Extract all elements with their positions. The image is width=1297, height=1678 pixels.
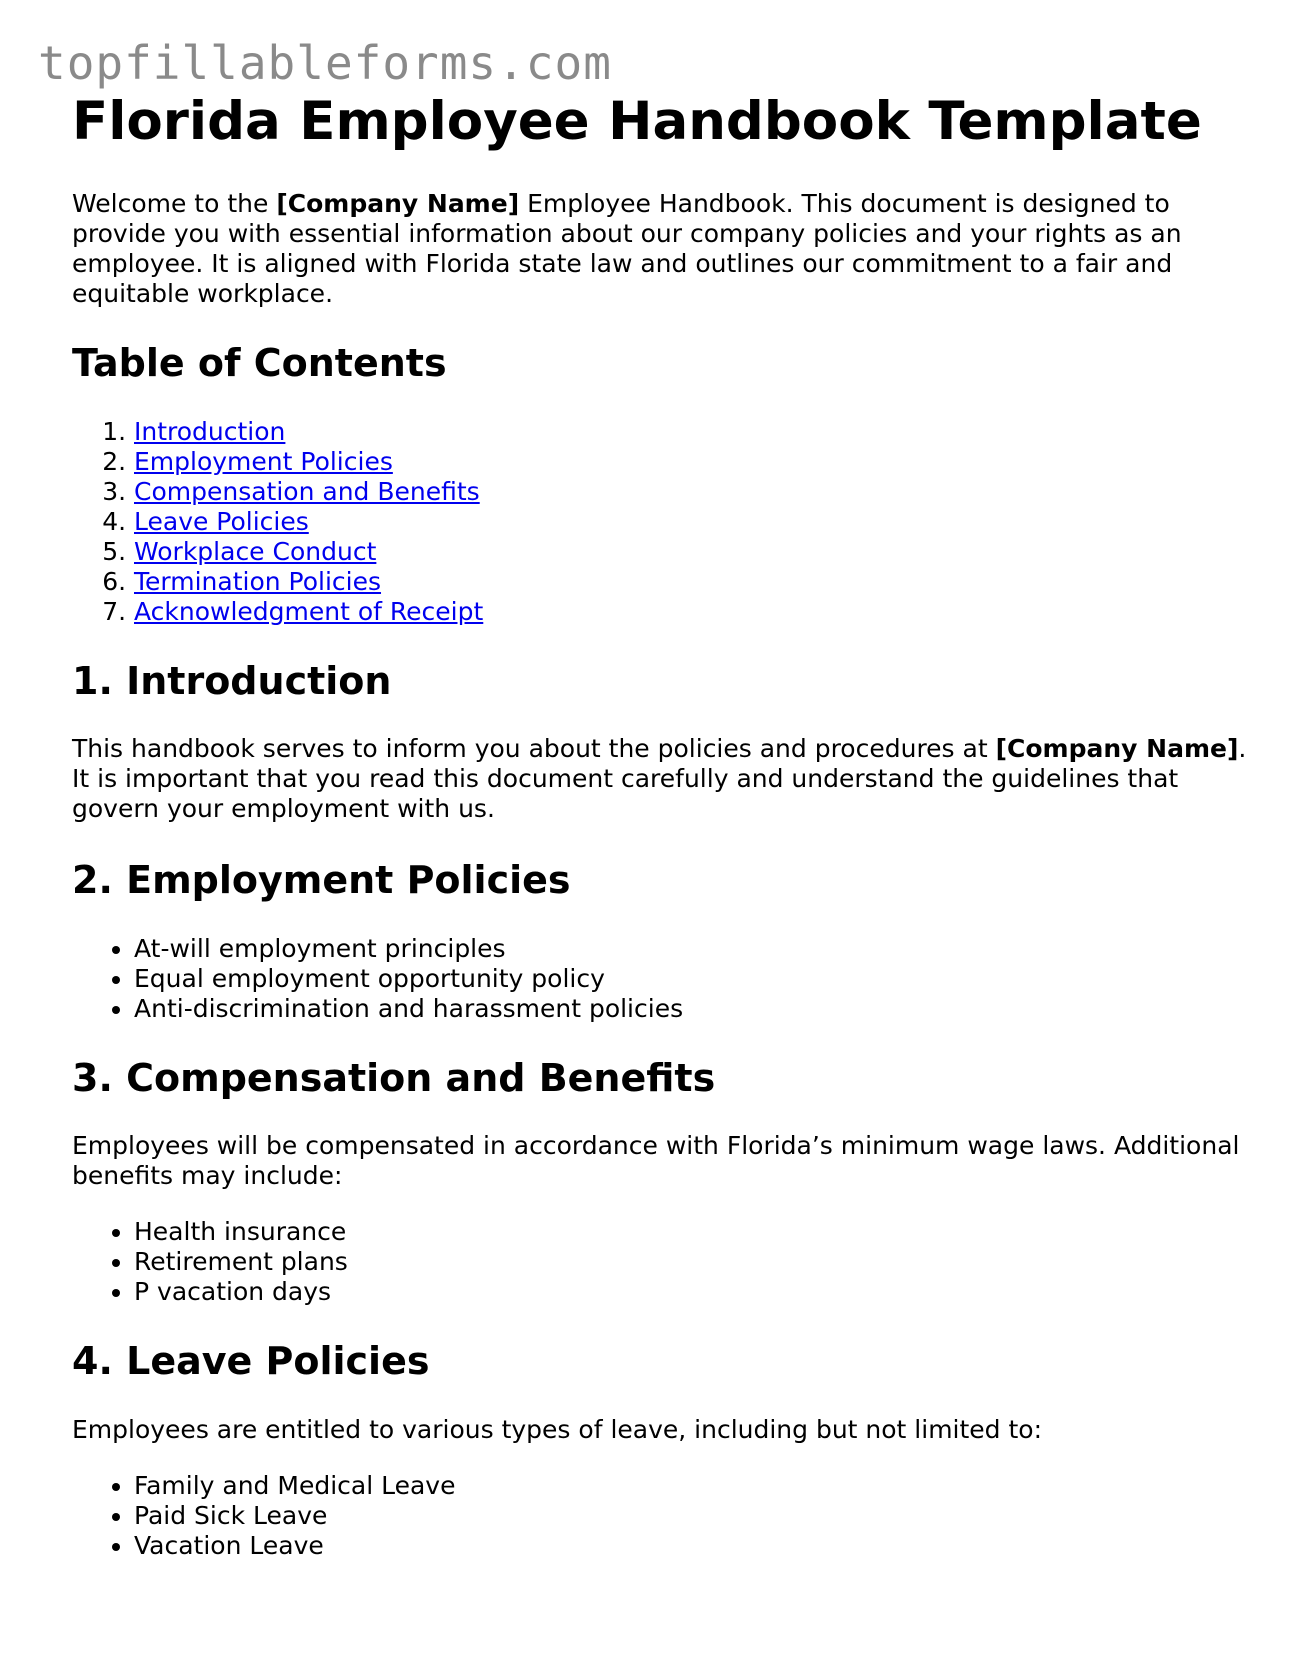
leave-types-list <box>72 1471 1252 1561</box>
introduction-text-before: This handbook serves to inform you about the policies and procedures at <box>72 734 996 764</box>
welcome-text-after: Employee Handbook. This document is designed to provide you with essential information about our company policies and your rights as an employee. It is aligned with Florida state law and outlines our commitment to a fair and equitable workplace. <box>72 188 1182 308</box>
list-item: • Paid Sick Leave <box>134 1501 1252 1531</box>
toc-link-compensation-benefits[interactable]: Compensation and Benefits <box>134 476 480 506</box>
introduction-paragraph <box>72 734 1252 824</box>
toc-item <box>134 507 1252 537</box>
company-name-placeholder: [Company Name] <box>276 188 520 218</box>
list-item: • Health insurance <box>134 1217 1252 1247</box>
company-name-placeholder: [Company Name] <box>995 734 1239 764</box>
section-heading-employment-policies: 2. Employment Policies <box>72 858 571 903</box>
toc-item <box>134 597 1252 627</box>
section-heading-leave-policies: 4. Leave Policies <box>72 1339 430 1384</box>
list-item: • P vacation days <box>134 1277 1252 1307</box>
page-title: Florida Employee Handbook Template <box>72 91 1202 152</box>
leave-paragraph: Employees are entitled to various types of leave, including but not limited to: <box>72 1414 1043 1444</box>
toc-item <box>134 537 1252 567</box>
toc-item <box>134 567 1252 597</box>
toc-link-leave-policies[interactable]: Leave Policies <box>134 506 309 536</box>
toc-item <box>134 447 1252 477</box>
list-item: • Anti-discrimination and harassment policies <box>134 994 1252 1024</box>
list-item: • Retirement plans <box>134 1247 1252 1277</box>
toc-link-acknowledgment[interactable]: Acknowledgment of Receipt <box>134 596 484 626</box>
list-item: • Family and Medical Leave <box>134 1471 1252 1501</box>
toc-link-employment-policies[interactable]: Employment Policies <box>134 446 393 476</box>
list-item: • Equal employment opportunity policy <box>134 964 1252 994</box>
toc-link-introduction[interactable]: Introduction <box>134 416 286 446</box>
document-body <box>72 92 1252 1593</box>
welcome-paragraph <box>72 189 1252 309</box>
welcome-text-before: Welcome to the <box>72 188 277 218</box>
list-item: • At-will employment principles <box>134 934 1252 964</box>
toc-item <box>134 417 1252 447</box>
toc-heading: Table of Contents <box>72 340 447 385</box>
section-heading-compensation-benefits: 3. Compensation and Benefits <box>72 1055 716 1100</box>
toc-item <box>134 477 1252 507</box>
toc-list <box>72 417 1252 627</box>
toc-link-termination-policies[interactable]: Termination Policies <box>134 566 382 596</box>
introduction-text-after: . It is important that you read this document carefully and understand the guidelines that govern your employment with us. <box>72 734 1247 824</box>
benefits-list <box>72 1217 1252 1307</box>
employment-policies-list <box>72 934 1252 1024</box>
list-item: • Vacation Leave <box>134 1531 1252 1561</box>
section-heading-introduction: 1. Introduction <box>72 658 392 703</box>
site-watermark: topfillableforms.com <box>38 36 612 90</box>
toc-link-workplace-conduct[interactable]: Workplace Conduct <box>134 536 377 566</box>
compensation-paragraph: Employees will be compensated in accordance with Florida’s minimum wage laws. Additional benefits may include: <box>72 1131 1240 1191</box>
